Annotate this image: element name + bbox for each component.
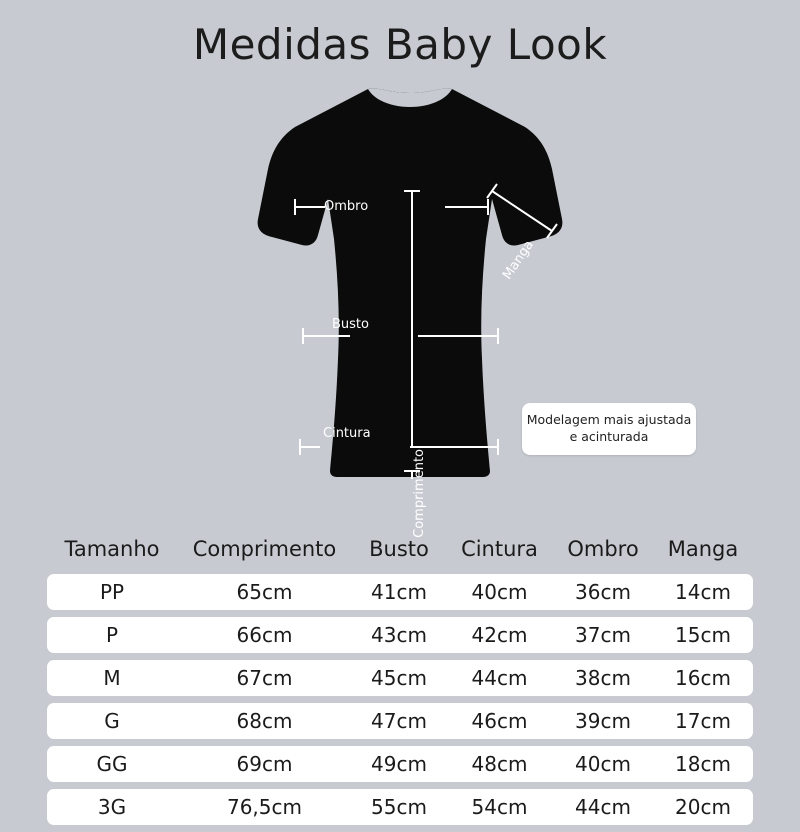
cell-comprimento: 67cm <box>177 660 352 696</box>
column-header-comprimento: Comprimento <box>192 537 337 561</box>
cell-comprimento: 68cm <box>177 703 352 739</box>
cell-manga: 20cm <box>653 789 753 825</box>
table-row <box>47 660 753 696</box>
fit-note-text: Modelagem mais ajustada e acinturada <box>526 412 692 444</box>
cell-cintura: 48cm <box>446 746 553 782</box>
cell-size: 3G <box>47 789 177 825</box>
cell-busto: 43cm <box>352 617 446 653</box>
cell-ombro: 36cm <box>553 574 653 610</box>
page-title: Medidas Baby Look <box>192 20 608 69</box>
column-header-manga: Manga <box>667 537 739 561</box>
cell-size: G <box>47 703 177 739</box>
cell-comprimento: 66cm <box>177 617 352 653</box>
table-row <box>47 703 753 739</box>
table-row <box>47 746 753 782</box>
cell-size: M <box>47 660 177 696</box>
label-ombro: Ombro <box>324 199 369 214</box>
cell-cintura: 42cm <box>446 617 553 653</box>
shirt-measurement-diagram <box>0 69 800 538</box>
cell-comprimento: 69cm <box>177 746 352 782</box>
cell-manga: 14cm <box>653 574 753 610</box>
fit-note-callout <box>522 403 696 455</box>
table-row <box>47 617 753 653</box>
size-chart-table <box>0 530 800 832</box>
cell-cintura: 44cm <box>446 660 553 696</box>
cell-size: P <box>47 617 177 653</box>
column-header-cintura: Cintura <box>461 537 538 561</box>
column-header-tamanho: Tamanho <box>64 537 160 561</box>
cell-comprimento: 76,5cm <box>177 789 352 825</box>
cell-cintura: 46cm <box>446 703 553 739</box>
label-cintura: Cintura <box>323 426 371 441</box>
cell-manga: 15cm <box>653 617 753 653</box>
table-header-row <box>47 537 753 567</box>
cell-size: PP <box>47 574 177 610</box>
cell-ombro: 39cm <box>553 703 653 739</box>
cell-manga: 18cm <box>653 746 753 782</box>
cell-comprimento: 65cm <box>177 574 352 610</box>
cell-busto: 41cm <box>352 574 446 610</box>
cell-manga: 17cm <box>653 703 753 739</box>
cell-busto: 49cm <box>352 746 446 782</box>
label-comprimento: Comprimento <box>412 449 427 538</box>
cell-busto: 47cm <box>352 703 446 739</box>
label-busto: Busto <box>332 317 369 332</box>
table-row <box>47 574 753 610</box>
cell-cintura: 40cm <box>446 574 553 610</box>
column-header-ombro: Ombro <box>567 537 639 561</box>
cell-ombro: 40cm <box>553 746 653 782</box>
column-header-busto: Busto <box>369 537 429 561</box>
cell-ombro: 37cm <box>553 617 653 653</box>
cell-busto: 45cm <box>352 660 446 696</box>
cell-manga: 16cm <box>653 660 753 696</box>
cell-ombro: 44cm <box>553 789 653 825</box>
cell-busto: 55cm <box>352 789 446 825</box>
cell-cintura: 54cm <box>446 789 553 825</box>
cell-ombro: 38cm <box>553 660 653 696</box>
cell-size: GG <box>47 746 177 782</box>
measurements-table <box>47 530 753 832</box>
label-manga: Manga <box>500 237 537 283</box>
